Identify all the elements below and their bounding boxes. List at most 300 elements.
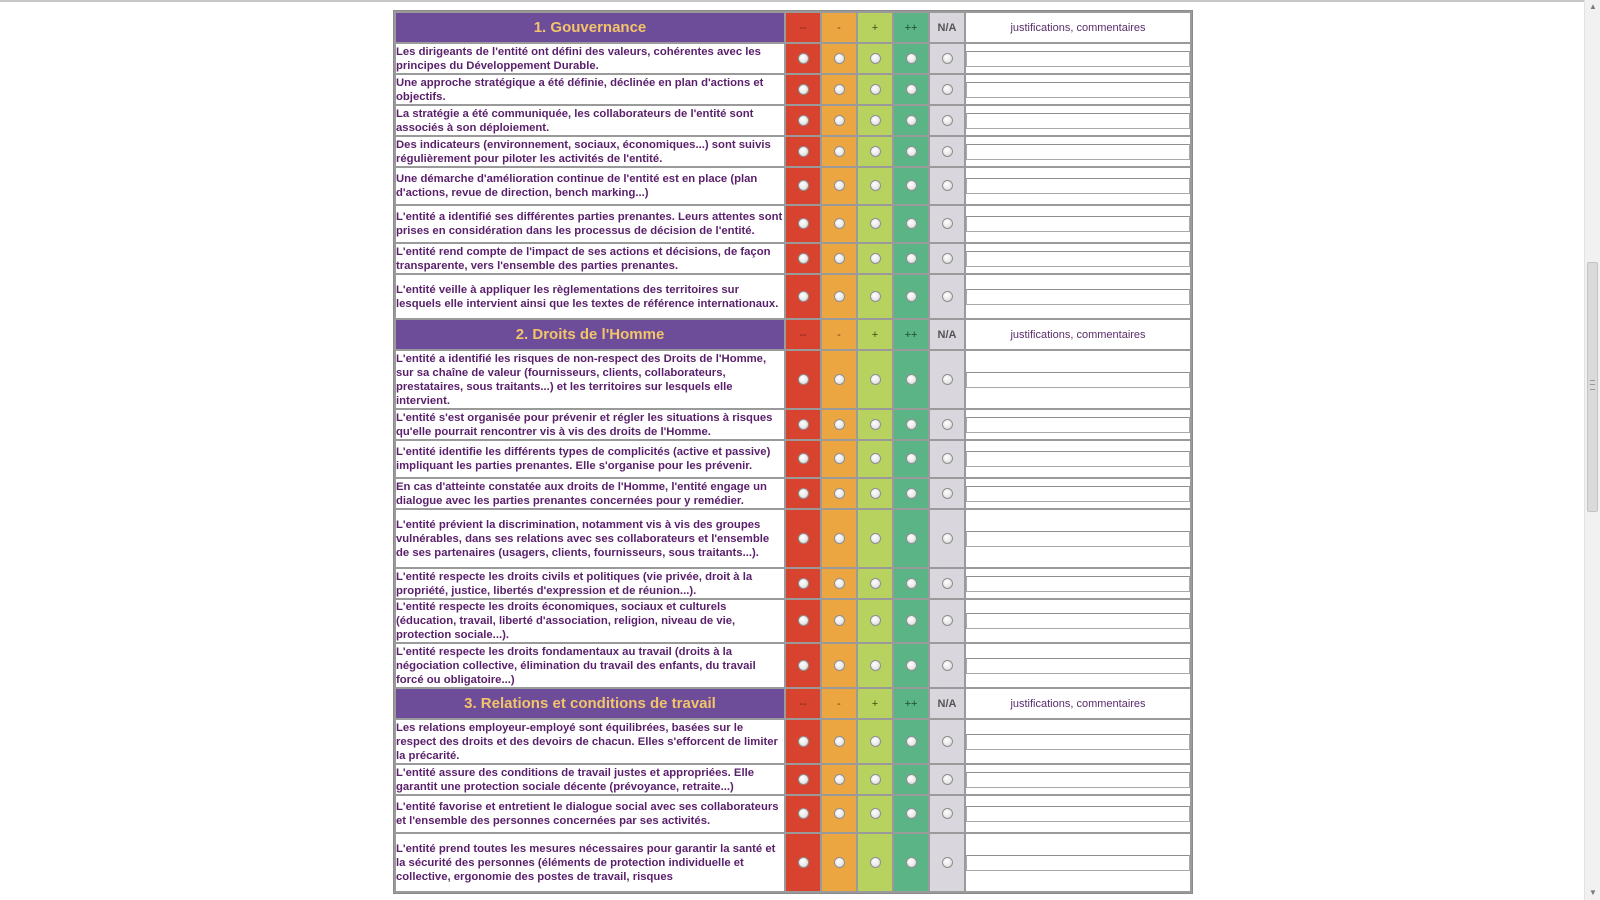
rating-cell[interactable] [786,75,820,104]
question-text: Les dirigeants de l'entité ont défini des valeurs, cohérentes avec les principes du Développement Durable. [396,44,784,73]
rating-radio[interactable] [870,660,881,671]
rating-radio[interactable] [798,180,809,191]
rating-cell[interactable] [894,600,928,642]
rating-radio[interactable] [942,488,953,499]
comment-input[interactable] [966,251,1190,267]
rating-radio[interactable] [906,146,917,157]
rating-radio[interactable] [942,374,953,385]
rating-cell[interactable] [822,510,856,567]
rating-cell[interactable] [858,44,892,73]
rating-cell[interactable] [930,441,964,477]
rating-cell[interactable] [894,206,928,242]
scale-header: - [822,320,856,349]
comment-input[interactable] [966,451,1190,467]
section-header-row [396,689,1190,718]
rating-radio[interactable] [798,774,809,785]
rating-cell[interactable] [894,106,928,135]
question-text: L'entité a identifié ses différentes parties prenantes. Leurs attentes sont prises en considération dans les processus de décision de l'entité. [396,206,784,242]
rating-radio[interactable] [834,578,845,589]
scale-header: -- [786,689,820,718]
rating-cell[interactable] [822,106,856,135]
rating-radio[interactable] [798,419,809,430]
rating-cell[interactable] [930,720,964,763]
rating-cell[interactable] [822,351,856,408]
rating-radio[interactable] [798,374,809,385]
rating-radio[interactable] [906,53,917,64]
scale-header: + [858,320,892,349]
question-row [396,479,1190,508]
comment-input[interactable] [966,51,1190,67]
rating-cell[interactable] [930,644,964,687]
rating-cell[interactable] [822,75,856,104]
comment-input[interactable] [966,772,1190,788]
rating-cell[interactable] [894,75,928,104]
rating-radio[interactable] [834,453,845,464]
scale-header: ++ [894,689,928,718]
comment-cell [966,351,1190,408]
comment-input[interactable] [966,178,1190,194]
question-text: En cas d'atteinte constatée aux droits de l'Homme, l'entité engage un dialogue avec les parties prenantes concernées pour y remédier. [396,479,784,508]
rating-cell[interactable] [786,275,820,318]
comment-input[interactable] [966,576,1190,592]
rating-cell[interactable] [894,137,928,166]
comment-cell [966,569,1190,598]
scale-header: - [822,13,856,42]
rating-cell[interactable] [894,441,928,477]
rating-radio[interactable] [942,180,953,191]
rating-cell[interactable] [822,644,856,687]
rating-cell[interactable] [894,834,928,891]
rating-radio[interactable] [834,615,845,626]
section-header-row [396,13,1190,42]
rating-radio[interactable] [870,736,881,747]
rating-radio[interactable] [870,488,881,499]
rating-cell[interactable] [858,600,892,642]
rating-radio[interactable] [834,488,845,499]
rating-radio[interactable] [834,857,845,868]
rating-radio[interactable] [906,453,917,464]
question-row [396,106,1190,135]
rating-radio[interactable] [798,146,809,157]
question-text: L'entité rend compte de l'impact de ses actions et décisions, de façon transparente, vers l'ensemble des parties prenantes. [396,244,784,273]
rating-cell[interactable] [858,351,892,408]
comment-input[interactable] [966,417,1190,433]
question-text: Une approche stratégique a été définie, déclinée en plan d'actions et objectifs. [396,75,784,104]
rating-cell[interactable] [822,796,856,832]
rating-cell[interactable] [786,600,820,642]
rating-radio[interactable] [906,419,917,430]
comment-input[interactable] [966,216,1190,232]
question-text: L'entité respecte les droits fondamentaux au travail (droits à la négociation collective, élimination du travail des enfants, du travail forcé ou obligatoire...) [396,644,784,687]
rating-cell[interactable] [786,720,820,763]
rating-radio[interactable] [906,488,917,499]
rating-radio[interactable] [906,533,917,544]
evaluation-table [393,10,1193,894]
rating-radio[interactable] [942,660,953,671]
rating-cell[interactable] [930,351,964,408]
rating-cell[interactable] [894,569,928,598]
rating-cell[interactable] [786,644,820,687]
rating-radio[interactable] [798,736,809,747]
rating-cell[interactable] [858,75,892,104]
rating-cell[interactable] [822,244,856,273]
question-row [396,168,1190,204]
section-title: 3. Relations et conditions de travail [396,689,784,718]
rating-cell[interactable] [786,351,820,408]
rating-radio[interactable] [798,533,809,544]
rating-radio[interactable] [870,218,881,229]
question-text: L'entité prévient la discrimination, notamment vis à vis des groupes vulnérables, dans ses relations avec ses collaborateurs et l'ensemble de ses partenaires (usagers, clients, fournisseurs, sous traitants...). [396,510,784,567]
rating-radio[interactable] [906,857,917,868]
rating-radio[interactable] [834,419,845,430]
rating-radio[interactable] [942,808,953,819]
question-row [396,410,1190,439]
comment-cell [966,168,1190,204]
rating-radio[interactable] [870,857,881,868]
rating-cell[interactable] [858,479,892,508]
rating-cell[interactable] [930,600,964,642]
rating-radio[interactable] [942,774,953,785]
rating-radio[interactable] [834,660,845,671]
comment-input[interactable] [966,855,1190,871]
rating-radio[interactable] [942,53,953,64]
rating-cell[interactable] [930,137,964,166]
question-row [396,275,1190,318]
question-row [396,644,1190,687]
rating-radio[interactable] [870,53,881,64]
rating-cell[interactable] [822,834,856,891]
rating-cell[interactable] [894,479,928,508]
rating-radio[interactable] [906,291,917,302]
rating-cell[interactable] [786,569,820,598]
rating-radio[interactable] [906,218,917,229]
rating-radio[interactable] [870,808,881,819]
rating-radio[interactable] [834,253,845,264]
comment-cell [966,834,1190,891]
rating-radio[interactable] [870,374,881,385]
comment-input[interactable] [966,372,1190,388]
rating-cell[interactable] [786,168,820,204]
rating-cell[interactable] [930,106,964,135]
rating-radio[interactable] [834,53,845,64]
scale-header: + [858,13,892,42]
rating-cell[interactable] [822,765,856,794]
comment-cell [966,106,1190,135]
rating-cell[interactable] [930,275,964,318]
scale-header: N/A [930,689,964,718]
rating-radio[interactable] [906,774,917,785]
scroll-down-arrow-icon[interactable]: ▼ [1589,888,1597,897]
comment-input[interactable] [966,806,1190,822]
rating-cell[interactable] [786,796,820,832]
comment-cell [966,410,1190,439]
rating-radio[interactable] [906,615,917,626]
rating-radio[interactable] [870,615,881,626]
rating-cell[interactable] [858,206,892,242]
scale-header: N/A [930,13,964,42]
question-text: L'entité respecte les droits civils et politiques (vie privée, droit à la propriété, justice, libertés d'expression et de réunion...). [396,569,784,598]
rating-cell[interactable] [930,75,964,104]
question-text: Une démarche d'amélioration continue de l'entité est en place (plan d'actions, revue de direction, bench marking...) [396,168,784,204]
rating-cell[interactable] [894,44,928,73]
comment-header: justifications, commentaires [966,320,1190,349]
rating-radio[interactable] [798,115,809,126]
comment-input[interactable] [966,734,1190,750]
comment-cell [966,75,1190,104]
rating-radio[interactable] [798,253,809,264]
rating-cell[interactable] [786,44,820,73]
rating-radio[interactable] [798,857,809,868]
rating-cell[interactable] [858,720,892,763]
rating-radio[interactable] [870,533,881,544]
scale-header: -- [786,13,820,42]
rating-cell[interactable] [858,834,892,891]
rating-radio[interactable] [906,253,917,264]
question-row [396,351,1190,408]
rating-cell[interactable] [786,106,820,135]
rating-cell[interactable] [786,137,820,166]
rating-radio[interactable] [798,578,809,589]
comment-input[interactable] [966,531,1190,547]
rating-cell[interactable] [822,137,856,166]
rating-cell[interactable] [786,244,820,273]
rating-cell[interactable] [822,168,856,204]
rating-cell[interactable] [894,244,928,273]
rating-radio[interactable] [906,84,917,95]
question-row [396,44,1190,73]
rating-cell[interactable] [786,834,820,891]
question-text: L'entité identifie les différents types de complicités (active et passive) impliquant les parties prenantes. Elle s'organise pour les prévenir. [396,441,784,477]
vertical-scrollbar[interactable] [1584,0,1600,900]
rating-cell[interactable] [894,410,928,439]
comment-cell [966,137,1190,166]
rating-radio[interactable] [798,53,809,64]
rating-radio[interactable] [942,218,953,229]
rating-radio[interactable] [942,291,953,302]
section-title: 1. Gouvernance [396,13,784,42]
rating-cell[interactable] [858,765,892,794]
question-row [396,510,1190,567]
comment-cell [966,44,1190,73]
rating-radio[interactable] [798,660,809,671]
rating-radio[interactable] [834,84,845,95]
rating-radio[interactable] [798,453,809,464]
rating-cell[interactable] [894,275,928,318]
rating-radio[interactable] [834,774,845,785]
rating-cell[interactable] [930,410,964,439]
rating-cell[interactable] [894,351,928,408]
rating-radio[interactable] [906,374,917,385]
rating-radio[interactable] [834,218,845,229]
question-row [396,244,1190,273]
comment-cell [966,720,1190,763]
section-header-row [396,320,1190,349]
question-row [396,206,1190,242]
rating-cell[interactable] [822,441,856,477]
comment-input[interactable] [966,289,1190,305]
question-row [396,834,1190,891]
rating-radio[interactable] [834,533,845,544]
window-top-border [0,0,1584,2]
rating-radio[interactable] [834,736,845,747]
rating-cell[interactable] [858,106,892,135]
rating-radio[interactable] [870,115,881,126]
question-row [396,441,1190,477]
rating-cell[interactable] [930,168,964,204]
rating-cell[interactable] [894,765,928,794]
rating-radio[interactable] [942,146,953,157]
rating-radio[interactable] [942,736,953,747]
rating-radio[interactable] [942,578,953,589]
question-text: L'entité assure des conditions de travail justes et appropriées. Elle garantit une protection sociale décente (prévoyance, retraite...) [396,765,784,794]
rating-cell[interactable] [930,510,964,567]
rating-cell[interactable] [786,206,820,242]
comment-cell [966,206,1190,242]
rating-radio[interactable] [942,253,953,264]
rating-cell[interactable] [894,510,928,567]
rating-radio[interactable] [870,774,881,785]
scale-header: + [858,689,892,718]
rating-cell[interactable] [822,275,856,318]
question-text: L'entité s'est organisée pour prévenir et régler les situations à risques qu'elle pourrait rencontrer vis à vis des droits de l'Homme. [396,410,784,439]
comment-cell [966,644,1190,687]
rating-cell[interactable] [894,720,928,763]
rating-radio[interactable] [870,146,881,157]
scale-header: ++ [894,320,928,349]
rating-cell[interactable] [858,410,892,439]
comment-input[interactable] [966,82,1190,98]
rating-radio[interactable] [942,115,953,126]
rating-radio[interactable] [906,736,917,747]
question-text: L'entité veille à appliquer les règlementations des territoires sur lesquels elle intervient ainsi que les textes de référence internationaux. [396,275,784,318]
rating-cell[interactable] [858,796,892,832]
comment-header: justifications, commentaires [966,13,1190,42]
rating-cell[interactable] [822,206,856,242]
rating-cell[interactable] [822,720,856,763]
rating-radio[interactable] [870,291,881,302]
rating-radio[interactable] [870,419,881,430]
rating-radio[interactable] [942,453,953,464]
rating-radio[interactable] [942,857,953,868]
comment-cell [966,796,1190,832]
question-row [396,137,1190,166]
rating-radio[interactable] [798,218,809,229]
rating-radio[interactable] [834,808,845,819]
rating-radio[interactable] [798,291,809,302]
comment-cell [966,244,1190,273]
rating-cell[interactable] [894,644,928,687]
rating-cell[interactable] [858,510,892,567]
rating-radio[interactable] [906,660,917,671]
rating-cell[interactable] [930,765,964,794]
question-text: L'entité favorise et entretient le dialogue social avec ses collaborateurs et l'ensemble des personnes concernées par ses activités. [396,796,784,832]
rating-cell[interactable] [858,569,892,598]
rating-cell[interactable] [930,834,964,891]
rating-radio[interactable] [798,808,809,819]
rating-cell[interactable] [930,479,964,508]
rating-radio[interactable] [834,146,845,157]
rating-radio[interactable] [942,419,953,430]
rating-radio[interactable] [798,488,809,499]
rating-radio[interactable] [870,84,881,95]
rating-cell[interactable] [822,600,856,642]
rating-radio[interactable] [870,180,881,191]
rating-cell[interactable] [858,644,892,687]
rating-cell[interactable] [930,206,964,242]
rating-radio[interactable] [942,615,953,626]
rating-radio[interactable] [906,115,917,126]
rating-radio[interactable] [870,453,881,464]
rating-cell[interactable] [822,569,856,598]
rating-radio[interactable] [870,253,881,264]
rating-radio[interactable] [798,615,809,626]
rating-cell[interactable] [930,569,964,598]
rating-cell[interactable] [894,168,928,204]
rating-cell[interactable] [930,796,964,832]
comment-input[interactable] [966,144,1190,160]
rating-radio[interactable] [906,180,917,191]
question-row [396,765,1190,794]
comment-input[interactable] [966,113,1190,129]
comment-input[interactable] [966,658,1190,674]
rating-radio[interactable] [906,808,917,819]
scroll-up-arrow-icon[interactable]: ▲ [1589,2,1597,11]
rating-radio[interactable] [798,84,809,95]
rating-cell[interactable] [930,44,964,73]
rating-radio[interactable] [834,291,845,302]
section-title: 2. Droits de l'Homme [396,320,784,349]
rating-radio[interactable] [834,374,845,385]
rating-cell[interactable] [858,137,892,166]
rating-radio[interactable] [906,578,917,589]
comment-cell [966,510,1190,567]
rating-radio[interactable] [942,533,953,544]
rating-cell[interactable] [858,244,892,273]
comment-input[interactable] [966,613,1190,629]
rating-cell[interactable] [786,410,820,439]
rating-cell[interactable] [858,168,892,204]
rating-radio[interactable] [870,578,881,589]
question-text: L'entité prend toutes les mesures nécessaires pour garantir la santé et la sécurité des personnes (éléments de protection individuelle et collective, ergonomie des postes de travail, risques [396,834,784,891]
scale-header: ++ [894,13,928,42]
rating-cell[interactable] [786,441,820,477]
rating-cell[interactable] [822,410,856,439]
rating-cell[interactable] [786,765,820,794]
comment-cell [966,479,1190,508]
rating-cell[interactable] [786,510,820,567]
scale-header: N/A [930,320,964,349]
question-row [396,75,1190,104]
rating-cell[interactable] [930,244,964,273]
comment-cell [966,275,1190,318]
comment-input[interactable] [966,486,1190,502]
question-text: La stratégie a été communiquée, les collaborateurs de l'entité sont associés à son déploiement. [396,106,784,135]
scale-header: - [822,689,856,718]
scale-header: -- [786,320,820,349]
rating-radio[interactable] [834,115,845,126]
comment-cell [966,600,1190,642]
rating-cell[interactable] [858,275,892,318]
rating-cell[interactable] [822,479,856,508]
rating-cell[interactable] [786,479,820,508]
rating-cell[interactable] [822,44,856,73]
rating-radio[interactable] [834,180,845,191]
question-row [396,600,1190,642]
rating-cell[interactable] [858,441,892,477]
scrollbar-thumb[interactable] [1587,262,1598,512]
rating-radio[interactable] [942,84,953,95]
rating-cell[interactable] [894,796,928,832]
